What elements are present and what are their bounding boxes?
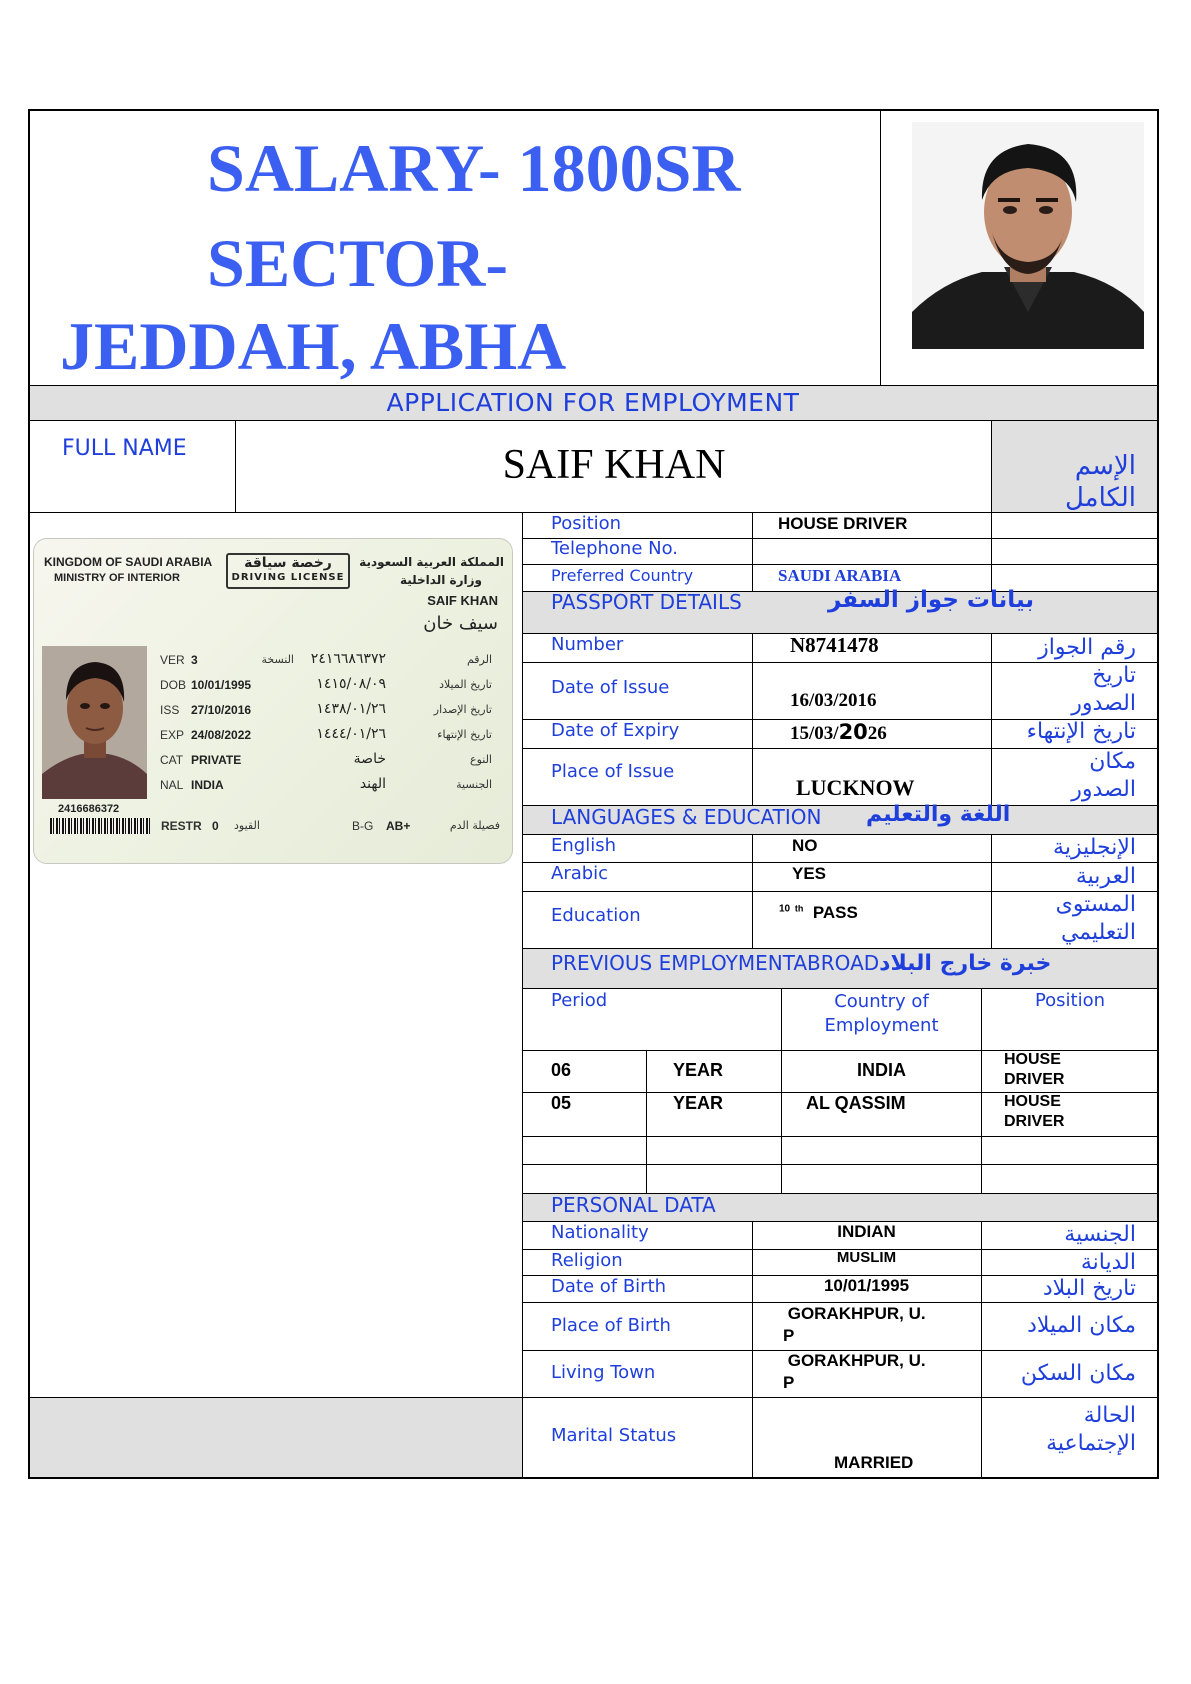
full-name-value: SAIF KHAN bbox=[502, 442, 726, 488]
employment-country: INDIA bbox=[857, 1060, 906, 1080]
employment-col-country: Country of Employment bbox=[824, 991, 939, 1036]
license-title-en: DRIVING LICENSE bbox=[231, 572, 345, 583]
education-value: $^{10}$ $^{th}$ PASS bbox=[779, 903, 858, 922]
personal-section-title: PERSONAL DATA bbox=[551, 1193, 716, 1217]
date-of-issue-label: Date of Issue bbox=[551, 677, 670, 698]
date-of-birth-value: 10/01/1995 bbox=[823, 1276, 910, 1295]
license-field-key-ar: النسخة bbox=[261, 653, 294, 666]
license-field-key: VER bbox=[160, 653, 185, 667]
telephone-label: Telephone No. bbox=[551, 538, 679, 559]
place-of-birth-label: Place of Birth bbox=[551, 1315, 671, 1336]
license-field-value: 24/08/2022 bbox=[191, 728, 252, 742]
arabic-label: Arabic bbox=[551, 863, 609, 884]
employment-years: 05 bbox=[551, 1093, 572, 1113]
religion-label-ar: الديانة bbox=[1080, 1250, 1136, 1275]
position-label: Position bbox=[551, 513, 622, 534]
living-town-label-ar: مكان السكن bbox=[1020, 1361, 1136, 1386]
license-blood-value: AB+ bbox=[386, 819, 411, 833]
driving-license-card bbox=[33, 538, 513, 864]
marital-status-label: Marital Status bbox=[551, 1425, 677, 1446]
license-holder-name-ar: سيف خان bbox=[423, 613, 498, 634]
license-blood-label: B-G bbox=[352, 819, 374, 833]
date-of-expiry-value: 15/03/2026 bbox=[790, 720, 887, 744]
employment-position: HOUSE DRIVER bbox=[1004, 1093, 1065, 1130]
passport-section-title: PASSPORT DETAILS bbox=[551, 590, 742, 614]
license-title-box bbox=[226, 553, 350, 589]
license-field-value-ar: ١٤٣٨/٠١/٢٦ bbox=[316, 701, 386, 717]
passport-number-label-ar: رقم الجواز bbox=[1038, 635, 1136, 660]
date-of-issue-label-ar: تاريخ الصدور bbox=[1071, 663, 1136, 716]
location-heading: JEDDAH, ABHA bbox=[60, 308, 567, 384]
nationality-label: Nationality bbox=[551, 1222, 649, 1243]
english-value: NO bbox=[792, 836, 818, 855]
position-value: HOUSE DRIVER bbox=[778, 514, 908, 533]
nationality-value: INDIAN bbox=[837, 1222, 896, 1241]
employment-unit: YEAR bbox=[673, 1060, 724, 1080]
marital-status-value: MARRIED bbox=[834, 1453, 914, 1472]
license-kingdom: KINGDOM OF SAUDI ARABIA bbox=[44, 555, 213, 569]
languages-section-title: LANGUAGES & EDUCATION bbox=[551, 805, 822, 829]
license-field-key-ar: الرقم bbox=[466, 653, 492, 666]
license-field-key: DOB bbox=[160, 678, 187, 692]
license-field-key-ar: تاريخ الميلاد bbox=[439, 678, 492, 691]
applicant-photo bbox=[912, 122, 1144, 349]
marital-status-label-ar: الحالة الإجتماعية bbox=[1046, 1403, 1136, 1456]
place-of-issue-label: Place of Issue bbox=[551, 761, 675, 782]
license-ministry-ar: وزارة الداخلية bbox=[399, 573, 482, 587]
languages-section-title-ar: اللغة والتعليم bbox=[866, 802, 1011, 827]
employment-unit: YEAR bbox=[673, 1093, 724, 1113]
license-title-ar: رخصة سياقة bbox=[244, 555, 332, 571]
license-field-key: ISS bbox=[160, 703, 180, 717]
passport-section-title-ar: بيانات جواز السفر bbox=[828, 587, 1034, 613]
employment-position: HOUSE DRIVER bbox=[1004, 1051, 1065, 1088]
license-field-value-ar: خاصة bbox=[353, 751, 386, 767]
license-field-value-ar: الهند bbox=[359, 776, 386, 792]
license-photo bbox=[42, 646, 147, 799]
license-restr-value: 0 bbox=[212, 819, 219, 833]
license-field-key-ar: النوع bbox=[470, 753, 492, 766]
bottom-left-gray-cell bbox=[28, 1398, 522, 1478]
license-barcode bbox=[50, 818, 150, 834]
english-label: English bbox=[551, 835, 616, 856]
nationality-label-ar: الجنسية bbox=[1064, 1222, 1136, 1247]
full-name-label: FULL NAME bbox=[62, 436, 187, 461]
religion-value: MUSLIM bbox=[836, 1249, 897, 1266]
place-of-issue-label-ar: مكان الصدور bbox=[1071, 749, 1136, 802]
license-holder-name: SAIF KHAN bbox=[427, 593, 498, 608]
employment-col-position: Position bbox=[1034, 990, 1106, 1011]
application-title: APPLICATION FOR EMPLOYMENT bbox=[386, 388, 800, 417]
date-of-issue-value: 16/03/2016 bbox=[790, 690, 877, 711]
license-portrait-icon bbox=[42, 646, 147, 799]
date-of-expiry-label-ar: تاريخ الإنتهاء bbox=[1026, 719, 1136, 744]
preferred-country-value: SAUDI ARABIA bbox=[778, 566, 902, 585]
license-field-value-ar: ٢٤١٦٦٨٦٣٧٢ bbox=[310, 651, 386, 667]
arabic-value: YES bbox=[792, 864, 827, 883]
arabic-label-ar: العربية bbox=[1075, 864, 1136, 889]
passport-number-label: Number bbox=[551, 634, 624, 655]
place-of-issue-value: LUCKNOW bbox=[796, 775, 915, 800]
license-field-key-ar: تاريخ الإنتهاء bbox=[437, 728, 492, 741]
license-restr-label: RESTR bbox=[161, 819, 202, 833]
sector-heading: SECTOR- bbox=[207, 225, 509, 301]
license-blood-ar: فصيلة الدم bbox=[449, 819, 500, 832]
full-name-label-ar: الإسم الكامل bbox=[1064, 451, 1136, 513]
license-id-number: 2416686372 bbox=[58, 803, 120, 815]
employment-col-period: Period bbox=[551, 990, 608, 1011]
license-field-value: INDIA bbox=[191, 778, 224, 792]
license-field-key-ar: الجنسية bbox=[456, 778, 492, 791]
passport-number-value: N8741478 bbox=[790, 633, 879, 657]
date-of-birth-label-ar: تاريخ البلاد bbox=[1042, 1276, 1136, 1301]
license-field-value: 27/10/2016 bbox=[191, 703, 252, 717]
salary-heading: SALARY- 1800SR bbox=[207, 130, 741, 206]
english-label-ar: الإنجليزية bbox=[1053, 835, 1136, 860]
education-label-ar: المستوى التعليمي bbox=[1055, 892, 1136, 945]
license-field-key: CAT bbox=[160, 753, 184, 767]
portrait-icon bbox=[912, 122, 1144, 349]
license-field-value: PRIVATE bbox=[191, 753, 242, 767]
license-field-value-ar: ١٤٤٤/٠١/٢٦ bbox=[316, 726, 386, 742]
employment-country: AL QASSIM bbox=[806, 1093, 906, 1113]
license-field-value-ar: ١٤١٥/٠٨/٠٩ bbox=[316, 676, 386, 692]
place-of-birth-value: GORAKHPUR, U. P bbox=[783, 1304, 926, 1345]
license-field-key: NAL bbox=[160, 778, 184, 792]
date-of-birth-label: Date of Birth bbox=[551, 1276, 667, 1297]
employment-section-title: PREVIOUS EMPLOYMENTABROADخبرة خارج البلاد bbox=[551, 951, 1052, 976]
living-town-value: GORAKHPUR, U. P bbox=[783, 1351, 926, 1392]
living-town-label: Living Town bbox=[551, 1362, 656, 1383]
license-country-ar: المملكة العربية السعودية bbox=[359, 555, 504, 569]
employment-years: 06 bbox=[551, 1060, 572, 1080]
preferred-country-label: Preferred Country bbox=[551, 566, 694, 585]
place-of-birth-label-ar: مكان الميلاد bbox=[1027, 1313, 1136, 1338]
license-ministry: MINISTRY OF INTERIOR bbox=[54, 572, 180, 584]
license-field-value: 10/01/1995 bbox=[191, 678, 252, 692]
education-label: Education bbox=[551, 905, 641, 926]
license-field-value: 3 bbox=[191, 653, 198, 667]
license-field-key-ar: تاريخ الإصدار bbox=[433, 703, 492, 716]
license-field-key: EXP bbox=[160, 728, 185, 742]
date-of-expiry-label: Date of Expiry bbox=[551, 720, 680, 741]
religion-label: Religion bbox=[551, 1250, 623, 1271]
license-restr-ar: القيود bbox=[234, 819, 260, 832]
